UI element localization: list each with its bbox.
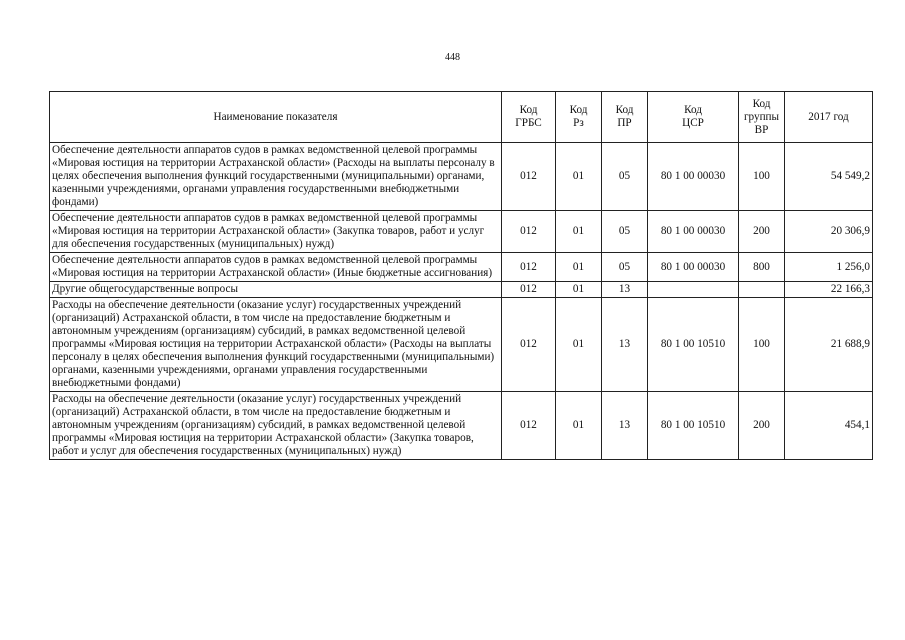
cell-name: Расходы на обеспечение деятельности (оказание услуг) государственных учреждений (организаций) Астраханской области, в том числе на предоставление бюджетным и автономным учреждениям (организациям) субсидий, в рамках ведомственной целевой программы «Мировая юстиция на территории Астраханской области» (Закупка товаров, работ и услуг для обеспечения государственных (муниципальных) нужд): [50, 392, 502, 460]
cell-vr: 200: [739, 211, 785, 253]
cell-csr: 80 1 00 10510: [648, 392, 739, 460]
header-csr: Код ЦСР: [648, 92, 739, 143]
header-grbs: Код ГРБС: [502, 92, 556, 143]
cell-vr: 100: [739, 143, 785, 211]
table-row: [50, 143, 873, 211]
cell-name: Обеспечение деятельности аппаратов судов в рамках ведомственной целевой программы «Мировая юстиция на территории Астраханской области» (Закупка товаров, работ и услуг для обеспечения государственных (муниципальных) нужд): [50, 211, 502, 253]
cell-grbs: 012: [502, 253, 556, 282]
table-row: [50, 211, 873, 253]
cell-name: Другие общегосударственные вопросы: [50, 282, 502, 298]
cell-vr: [739, 282, 785, 298]
cell-rz: 01: [556, 392, 602, 460]
cell-csr: 80 1 00 00030: [648, 211, 739, 253]
header-vr: Код группы ВР: [739, 92, 785, 143]
cell-csr: 80 1 00 00030: [648, 143, 739, 211]
cell-csr: 80 1 00 00030: [648, 253, 739, 282]
table-row: [50, 392, 873, 460]
cell-name: Обеспечение деятельности аппаратов судов в рамках ведомственной целевой программы «Мировая юстиция на территории Астраханской области» (Иные бюджетные ассигнования): [50, 253, 502, 282]
header-name: Наименование показателя: [50, 92, 502, 143]
cell-pr: 05: [602, 143, 648, 211]
cell-name: Расходы на обеспечение деятельности (оказание услуг) государственных учреждений (организаций) Астраханской области, в том числе на предоставление бюджетным и автономным учреждениям (организациям) субсидий, в рамках ведомственной целевой программы «Мировая юстиция на территории Астраханской области» (Расходы на выплаты персоналу в целях обеспечения выполнения функций государственными (муниципальными) органами, казенными учреждениями, органами управления государственными внебюджетными фондами): [50, 298, 502, 392]
cell-grbs: 012: [502, 211, 556, 253]
table-row: [50, 253, 873, 282]
cell-grbs: 012: [502, 298, 556, 392]
cell-rz: 01: [556, 253, 602, 282]
cell-rz: 01: [556, 143, 602, 211]
cell-vr: 200: [739, 392, 785, 460]
cell-grbs: 012: [502, 143, 556, 211]
cell-grbs: 012: [502, 282, 556, 298]
cell-pr: 13: [602, 282, 648, 298]
cell-vr: 800: [739, 253, 785, 282]
cell-pr: 13: [602, 392, 648, 460]
cell-amount: 54 549,2: [785, 143, 873, 211]
cell-rz: 01: [556, 282, 602, 298]
cell-pr: 05: [602, 253, 648, 282]
cell-grbs: 012: [502, 392, 556, 460]
cell-csr: [648, 282, 739, 298]
cell-name: Обеспечение деятельности аппаратов судов в рамках ведомственной целевой программы «Мировая юстиция на территории Астраханской области» (Расходы на выплаты персоналу в целях обеспечения выполнения функций государственными (муниципальными) органами, казенными учреждениями, органами управления государственными внебюджетными фондами): [50, 143, 502, 211]
budget-table: [49, 91, 873, 460]
header-rz: Код Рз: [556, 92, 602, 143]
cell-amount: 1 256,0: [785, 253, 873, 282]
cell-pr: 13: [602, 298, 648, 392]
cell-rz: 01: [556, 298, 602, 392]
cell-pr: 05: [602, 211, 648, 253]
cell-csr: 80 1 00 10510: [648, 298, 739, 392]
table-header-row: [50, 92, 873, 143]
header-year: 2017 год: [785, 92, 873, 143]
table-row: [50, 298, 873, 392]
cell-amount: 454,1: [785, 392, 873, 460]
cell-amount: 21 688,9: [785, 298, 873, 392]
table-row: [50, 282, 873, 298]
cell-rz: 01: [556, 211, 602, 253]
cell-amount: 20 306,9: [785, 211, 873, 253]
cell-amount: 22 166,3: [785, 282, 873, 298]
cell-vr: 100: [739, 298, 785, 392]
page-number: 448: [445, 52, 460, 63]
header-pr: Код ПР: [602, 92, 648, 143]
